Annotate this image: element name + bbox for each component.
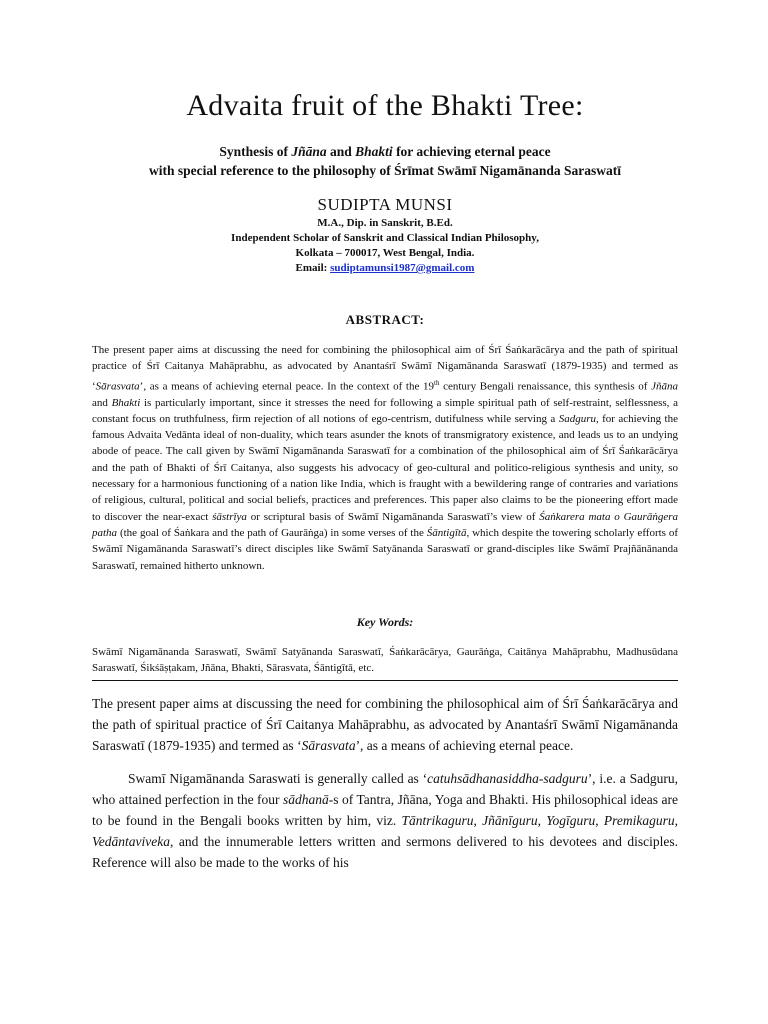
body-term: Sārasvata xyxy=(301,737,356,753)
body-term: Jñānīguru xyxy=(482,812,538,828)
abstract-text: , which despite the towering scholarly efforts of Swāmī Nigamānanda Saraswatī’s direct disciples like Swāmī Satyānanda Saraswatī or grand-disciples like Swāmī Prajñānānanda Saraswatī, remained hitherto unknown. xyxy=(92,526,678,572)
body-text: Swamī Nigamānanda Saraswati is generally called as ‘ xyxy=(128,770,428,786)
abstract-text: ’, as a means of achieving eternal peace. In the context of the 19 xyxy=(139,380,434,393)
body-term: sādhanā xyxy=(283,791,329,807)
abstract-term: Śaṅkarera mata o Gaurāṅgera patha xyxy=(92,510,678,539)
keywords-list: Swāmī Nigamānanda Saraswatī, Swāmī Satyānanda Saraswatī, Śaṅkarācārya, Gaurāṅga, Caitānya Mahāprabhu, Madhusūdana Saraswatī, Śikśāṣṭakam, Jñāna, Bhakti, Sārasvata, Śāntigītā, etc. xyxy=(92,645,678,674)
author-name: SUDIPTA MUNSI xyxy=(317,195,453,214)
body-term: Yogīguru xyxy=(546,812,596,828)
email-label: Email: xyxy=(295,262,331,274)
body-text: , xyxy=(473,812,483,828)
abstract-term: Bhakti xyxy=(111,396,141,409)
abstract-paragraph xyxy=(92,342,678,574)
abstract-heading: ABSTRACT: xyxy=(345,312,425,327)
body-text: , and the innumerable letters written and sermons delivered to his devotees and disciples. Reference will also be made to the works of his xyxy=(92,833,678,870)
email-link[interactable]: sudiptamunsi1987@gmail.com xyxy=(330,262,475,274)
author-email xyxy=(92,261,678,276)
body-text: , xyxy=(674,812,678,828)
body-text: , xyxy=(595,812,604,828)
author-affiliation: Independent Scholar of Sanskrit and Classical Indian Philosophy, xyxy=(231,232,539,244)
subtitle-text: Synthesis of xyxy=(219,144,292,159)
ordinal-superscript: th xyxy=(434,378,440,387)
abstract-text: (the goal of Śaṅkara and the path of Gaurāṅga) in some verses of the xyxy=(117,526,427,539)
section-divider xyxy=(92,680,678,681)
body-term: Premikaguru xyxy=(603,812,675,828)
subtitle-text: and xyxy=(326,144,356,159)
body-term: Vedāntaviveka xyxy=(92,833,170,849)
subtitle-line-1 xyxy=(92,142,678,161)
keywords-heading: Key Words: xyxy=(356,614,414,629)
body-text: , xyxy=(537,812,547,828)
body-text: -s of Tantra, Jñāna, Yoga and Bhakti. His philosophical ideas are to be found in the Bengali books written by him, viz. xyxy=(92,791,678,828)
body-term: catuhsādhanasiddha-sadguru xyxy=(427,770,588,786)
body-text: The present paper aims at discussing the need for combining the philosophical aim of Śrī Śaṅkarācārya and the path of spiritual practice of Śrī Caitanya Mahāprabhu, as advocated by Anantaśrī Swāmī Nigamānanda Saraswatī (1879-1935) and termed as ‘ xyxy=(92,695,678,753)
abstract-term: Sārasvata xyxy=(95,380,140,393)
abstract-text: century Bengali renaissance, this synthesis of xyxy=(439,380,652,393)
abstract-text: is particularly important, since it stresses the need for following a simple spiritual path of self-restraint, selflessness, a constant focus on truthfulness, firm rejection of all notions of ego-centrism, dutifulness while serving a xyxy=(92,396,678,425)
author-location: Kolkata – 700017, West Bengal, India. xyxy=(295,247,475,259)
paper-title: Advaita fruit of the Bhakti Tree: xyxy=(186,89,584,122)
abstract-term: śāstrīya xyxy=(212,510,247,523)
subtitle-line-2: with special reference to the philosophy of Śrīmat Swāmī Nigamānanda Saraswatī xyxy=(149,163,621,178)
body-text: ’, as a means of achieving eternal peace. xyxy=(355,737,574,753)
abstract-term: Śāntigītā xyxy=(426,526,467,539)
subtitle-text: for achieving eternal peace xyxy=(392,144,551,159)
paper-subtitle xyxy=(92,142,678,180)
body-text: ’, i.e. a Sadguru, who attained perfection in the four xyxy=(92,770,678,807)
abstract-term: Jñāna xyxy=(651,380,678,393)
abstract-text: or scriptural basis of Swāmī Nigamānanda Saraswatī’s view of xyxy=(246,510,540,523)
author-degrees: M.A., Dip. in Sanskrit, B.Ed. xyxy=(317,217,453,229)
body-paragraph-2 xyxy=(92,768,678,873)
body-term: Tāntrikaguru xyxy=(401,812,474,828)
subtitle-term-jnana: Jñāna xyxy=(291,144,327,159)
subtitle-term-bhakti: Bhakti xyxy=(355,144,393,159)
abstract-text: and xyxy=(92,396,112,409)
abstract-text: The present paper aims at discussing the need for combining the philosophical aim of Śrī Śaṅkarācārya and the path of spiritual practice of Śrī Caitanya Mahāprabhu, as advocated by Anantaśrī Swāmī Nigamānanda Saraswatī (1879-1935) and termed as ‘ xyxy=(92,344,678,393)
abstract-term: Sadguru xyxy=(558,412,596,425)
body-paragraph-1 xyxy=(92,693,678,756)
abstract-text: , for achieving the famous Advaita Vedānta ideal of non-duality, which tears asunder the knots of transmigratory existence, and leads us to an undying abode of peace. The call given by Swāmī Nigamānanda Saraswatī for a combination of the philosophical aim of Śrī Śaṅkarācārya and the path of Bhakti of Śrī Caitanya, also suggests his advocacy of geo-cultural and politico-religious synthesis and unity, so necessary for a harmonious functioning of a nation like India, which is fraught with a bewildering range of contraries and variations of religious, cultural, political and social beliefs, practices and preferences. This paper also claims to be the pioneering effort made to discover the near-exact xyxy=(92,412,678,523)
